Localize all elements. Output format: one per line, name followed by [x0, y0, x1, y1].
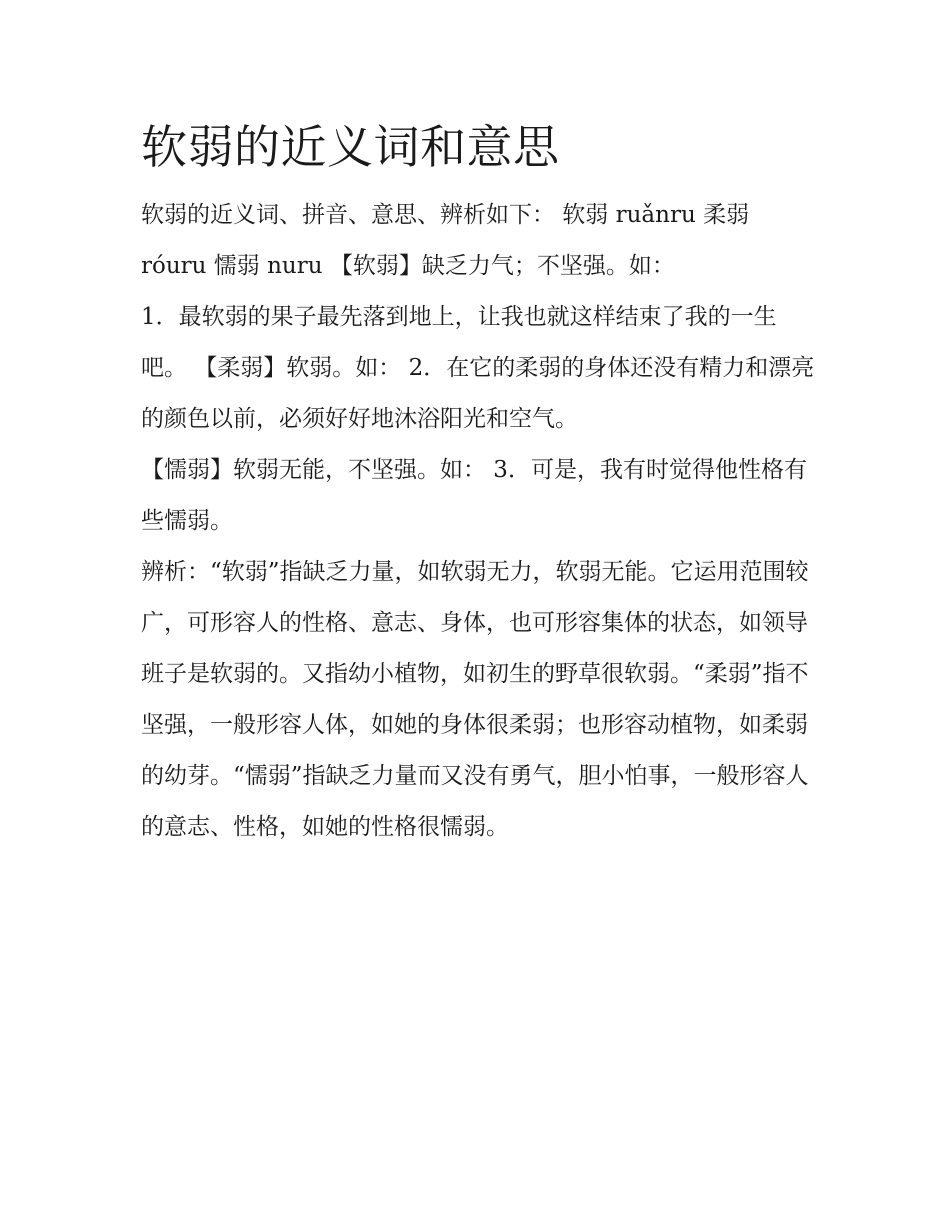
paragraph-examples: 1．最软弱的果子最先落到地上，让我也就这样结束了我的一生吧。 【柔弱】软弱。如： 2．在它的柔弱的身体还没有精力和漂亮的颜色以前，必须好好地沐浴阳光和空气。 [141, 304, 815, 432]
paragraph-analysis: 辨析：“软弱”指缺乏力量，如软弱无力，软弱无能。它运用范围较广，可形容人的性格、意志、身体，也可形容集体的状态，如领导班子是软弱的。又指幼小植物，如初生的野草很软弱。“柔弱”指不坚强，一般形容人体，如她的身体很柔弱；也形容动植物，如柔弱的幼芽。“懦弱”指缺乏力量而又没有勇气，胆小怕事，一般形容人的意志、性格，如她的性格很懦弱。 [141, 559, 809, 840]
document-page [141, 112, 817, 853]
document-title: 软弱的近义词和意思 [141, 120, 560, 174]
paragraph-nuoruo: 【懦弱】软弱无能，不坚强。如： 3．可是，我有时觉得他性格有些懦弱。 [141, 457, 807, 534]
paragraph-intro: 软弱的近义词、拼音、意思、辨析如下： 软弱 ruǎnru 柔弱 róuru 懦弱 nuru 【软弱】缺乏力气；不坚强。如： [141, 202, 750, 279]
